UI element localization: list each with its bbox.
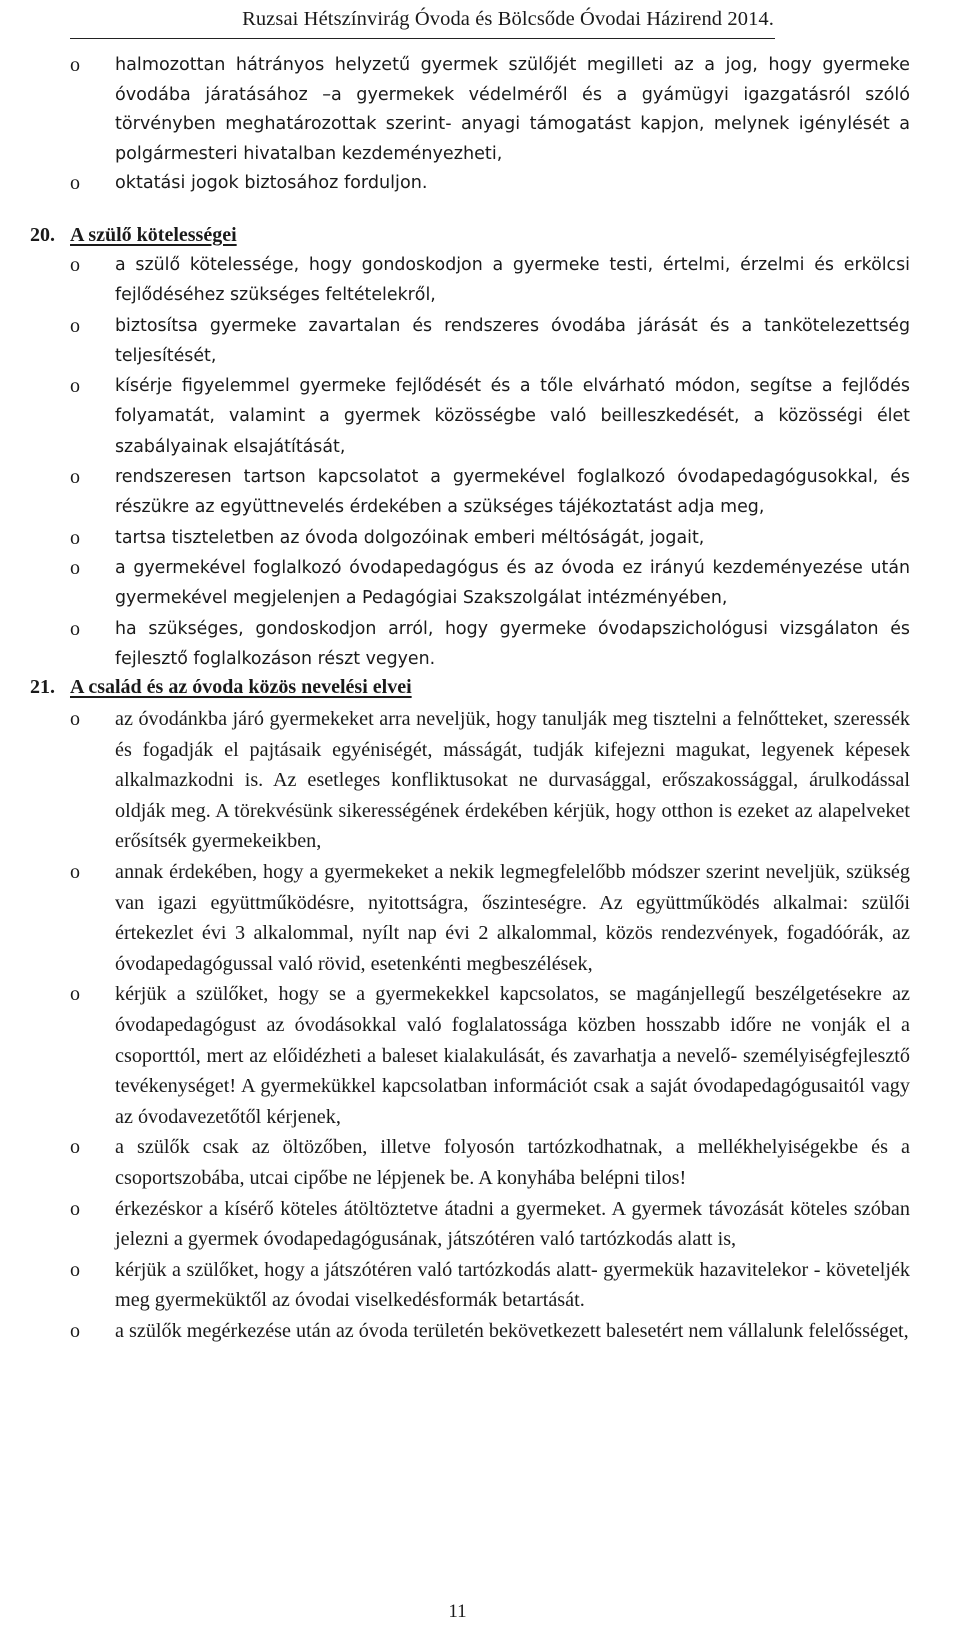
list-item xyxy=(70,704,910,857)
bullet-icon: o xyxy=(70,254,80,276)
list-item xyxy=(70,250,910,311)
bullet-icon: o xyxy=(70,1258,80,1281)
list-item-text: halmozottan hátrányos helyzetű gyermek szülőjét megilleti az a jog, hogy gyermeke óvodába járatásához –a gyermekek védelméről és a gyámügyi igazgatásról szóló törvényben meghatározottak szerint- anyagi támogatást kapjon, melynek igénylését a polgármesteri hivatalban kezdeményezheti, xyxy=(115,55,910,164)
section-family-kindergarten-principles xyxy=(30,672,910,1346)
section-title: A szülő kötelességei xyxy=(70,224,237,246)
bullet-icon: o xyxy=(70,556,80,579)
list-item-text: rendszeresen tartson kapcsolatot a gyermekével foglalkozó óvodapedagógusokkal, és részükre az együttnevelés érdekében a szükséges tájékoztatást adja meg, xyxy=(115,467,910,518)
section-heading xyxy=(30,220,910,250)
page-number: 11 xyxy=(448,1601,467,1622)
list-item xyxy=(70,523,910,553)
section-list xyxy=(30,250,910,674)
list-item xyxy=(70,462,910,523)
list-item xyxy=(70,857,910,979)
bullet-icon: o xyxy=(70,526,80,549)
bullet-icon: o xyxy=(70,1136,80,1159)
list-item xyxy=(70,371,910,462)
list-item-text: kísérje figyelemmel gyermeke fejlődését és a tőle elvárható módon, segítse a fejlődés folyamatát, valamint a gyermek közösségbe való beilleszkedését, a közösségi élet szabályainak elsajátítását, xyxy=(115,376,910,457)
bullet-icon: o xyxy=(70,1319,80,1342)
section-parent-duties xyxy=(30,220,910,674)
section-number: 20. xyxy=(30,224,55,246)
list-item xyxy=(70,51,910,169)
section-list xyxy=(30,704,910,1346)
bullet-icon: o xyxy=(70,314,80,337)
bullet-icon: o xyxy=(70,860,80,883)
section-title: A család és az óvoda közös nevelési elvei xyxy=(70,676,412,698)
list-item-text: a szülők csak az öltözőben, illetve folyosón tartózkodhatnak, a mellékhelyiségekbe és a csoportszobába, utcai cipőbe ne lépjenek be. A konyhába belépni tilos! xyxy=(115,1136,910,1189)
document-header: Ruzsai Hétszínvirág Óvoda és Bölcsőde Óvodai Házirend 2014. xyxy=(242,8,774,30)
bullet-icon: o xyxy=(70,466,80,489)
list-item xyxy=(70,1255,910,1316)
list-item xyxy=(70,169,910,199)
list-item-text: annak érdekében, hogy a gyermekeket a nekik legmegfelelőbb módszer szerint neveljük, szükség van igazi együttműködésre, nyitottságra, őszinteségre. Az együttműködés alkalmai: szülői értekezlet évi 3 alkalommal, nyílt nap évi 2 alkalommal, közös rendezvények, fogadóórák, az óvodapedagógussal való rövid, esetenkénti megbeszélések, xyxy=(115,860,910,975)
bullet-icon: o xyxy=(70,375,80,398)
list-item-text: az óvodánkba járó gyermekeket arra neveljük, hogy tanulják meg tisztelni a felnőtteket, szeressék és fogadják el pajtásaik egyéniségét, másságát, tudják kifejezni magukat, legyenek képesek alkalmazkodni is. Az esetleges konfliktusokat ne durvasággal, erőszakossággal, árulkodással oldják meg. A törekvésünk sikerességének érdekében kérjük, hogy otthon is ezeket az alapelveket erősítsék gyermekeikben, xyxy=(115,708,910,853)
list-item-text: tartsa tiszteletben az óvoda dolgozóinak emberi méltóságát, jogait, xyxy=(115,527,705,548)
list-item-text: biztosítsa gyermeke zavartalan és rendszeres óvodába járását és a tankötelezettség teljesítését, xyxy=(115,315,910,366)
bullet-icon: o xyxy=(70,172,80,194)
list-item xyxy=(70,614,910,675)
list-item-text: kérjük a szülőket, hogy a játszótéren való tartózkodás alatt- gyermekük hazavitelekor - követeljék meg gyermeküktől az óvodai viselkedésformák betartását. xyxy=(115,1258,910,1312)
list-item xyxy=(70,1316,910,1347)
header-rule xyxy=(70,38,775,39)
list-item xyxy=(70,311,910,372)
list-item-text: kérjük a szülőket, hogy se a gyermekekkel kapcsolatos, se magánjellegű beszélgetésekre az óvodapedagógust az óvodásokkal való foglalatossága közben hosszabb időre ne vonják el a csoporttól, mert az előidézheti a baleset kialakulását, és zavarhatja a nevelő- személyiségfejlesztő tevékenységet! A gyermekükkel kapcsolatban információt csak a saját óvodapedagógusaitól vagy az óvodavezetőtől kérjenek, xyxy=(115,983,910,1128)
list-item-text: érkezéskor a kísérő köteles átöltöztetve átadni a gyermeket. A gyermek távozását köteles szóban jelezni a gyermek óvodapedagógusának, játszótéren való tartózkodás alatt is, xyxy=(115,1197,910,1251)
intro-list xyxy=(70,51,910,199)
bullet-icon: o xyxy=(70,617,80,640)
bullet-icon: o xyxy=(70,54,80,76)
list-item xyxy=(70,979,910,1132)
bullet-icon: o xyxy=(70,1197,80,1220)
list-item xyxy=(70,553,910,614)
list-item-text: oktatási jogok biztosához forduljon. xyxy=(115,173,428,193)
bullet-icon: o xyxy=(70,708,80,730)
list-item xyxy=(70,1132,910,1193)
list-item-text: ha szükséges, gondoskodjon arról, hogy gyermeke óvodapszichológusi vizsgálaton és fejlesztő foglalkozáson részt vegyen. xyxy=(115,618,910,669)
list-item xyxy=(70,1194,910,1255)
section-heading xyxy=(30,672,910,702)
list-item-text: a szülő kötelessége, hogy gondoskodjon a gyermeke testi, értelmi, érzelmi és erkölcsi fejlődéséhez szükséges feltételekről, xyxy=(115,255,910,306)
list-item-text: a gyermekével foglalkozó óvodapedagógus és az óvoda ez irányú kezdeményezése után gyermekével megjelenjen a Pedagógiai Szakszolgálat intézményében, xyxy=(115,557,910,609)
bullet-icon: o xyxy=(70,983,80,1006)
section-number: 21. xyxy=(30,676,55,698)
list-item-text: a szülők megérkezése után az óvoda területén bekövetkezett balesetért nem vállalunk felelősséget, xyxy=(115,1319,909,1342)
